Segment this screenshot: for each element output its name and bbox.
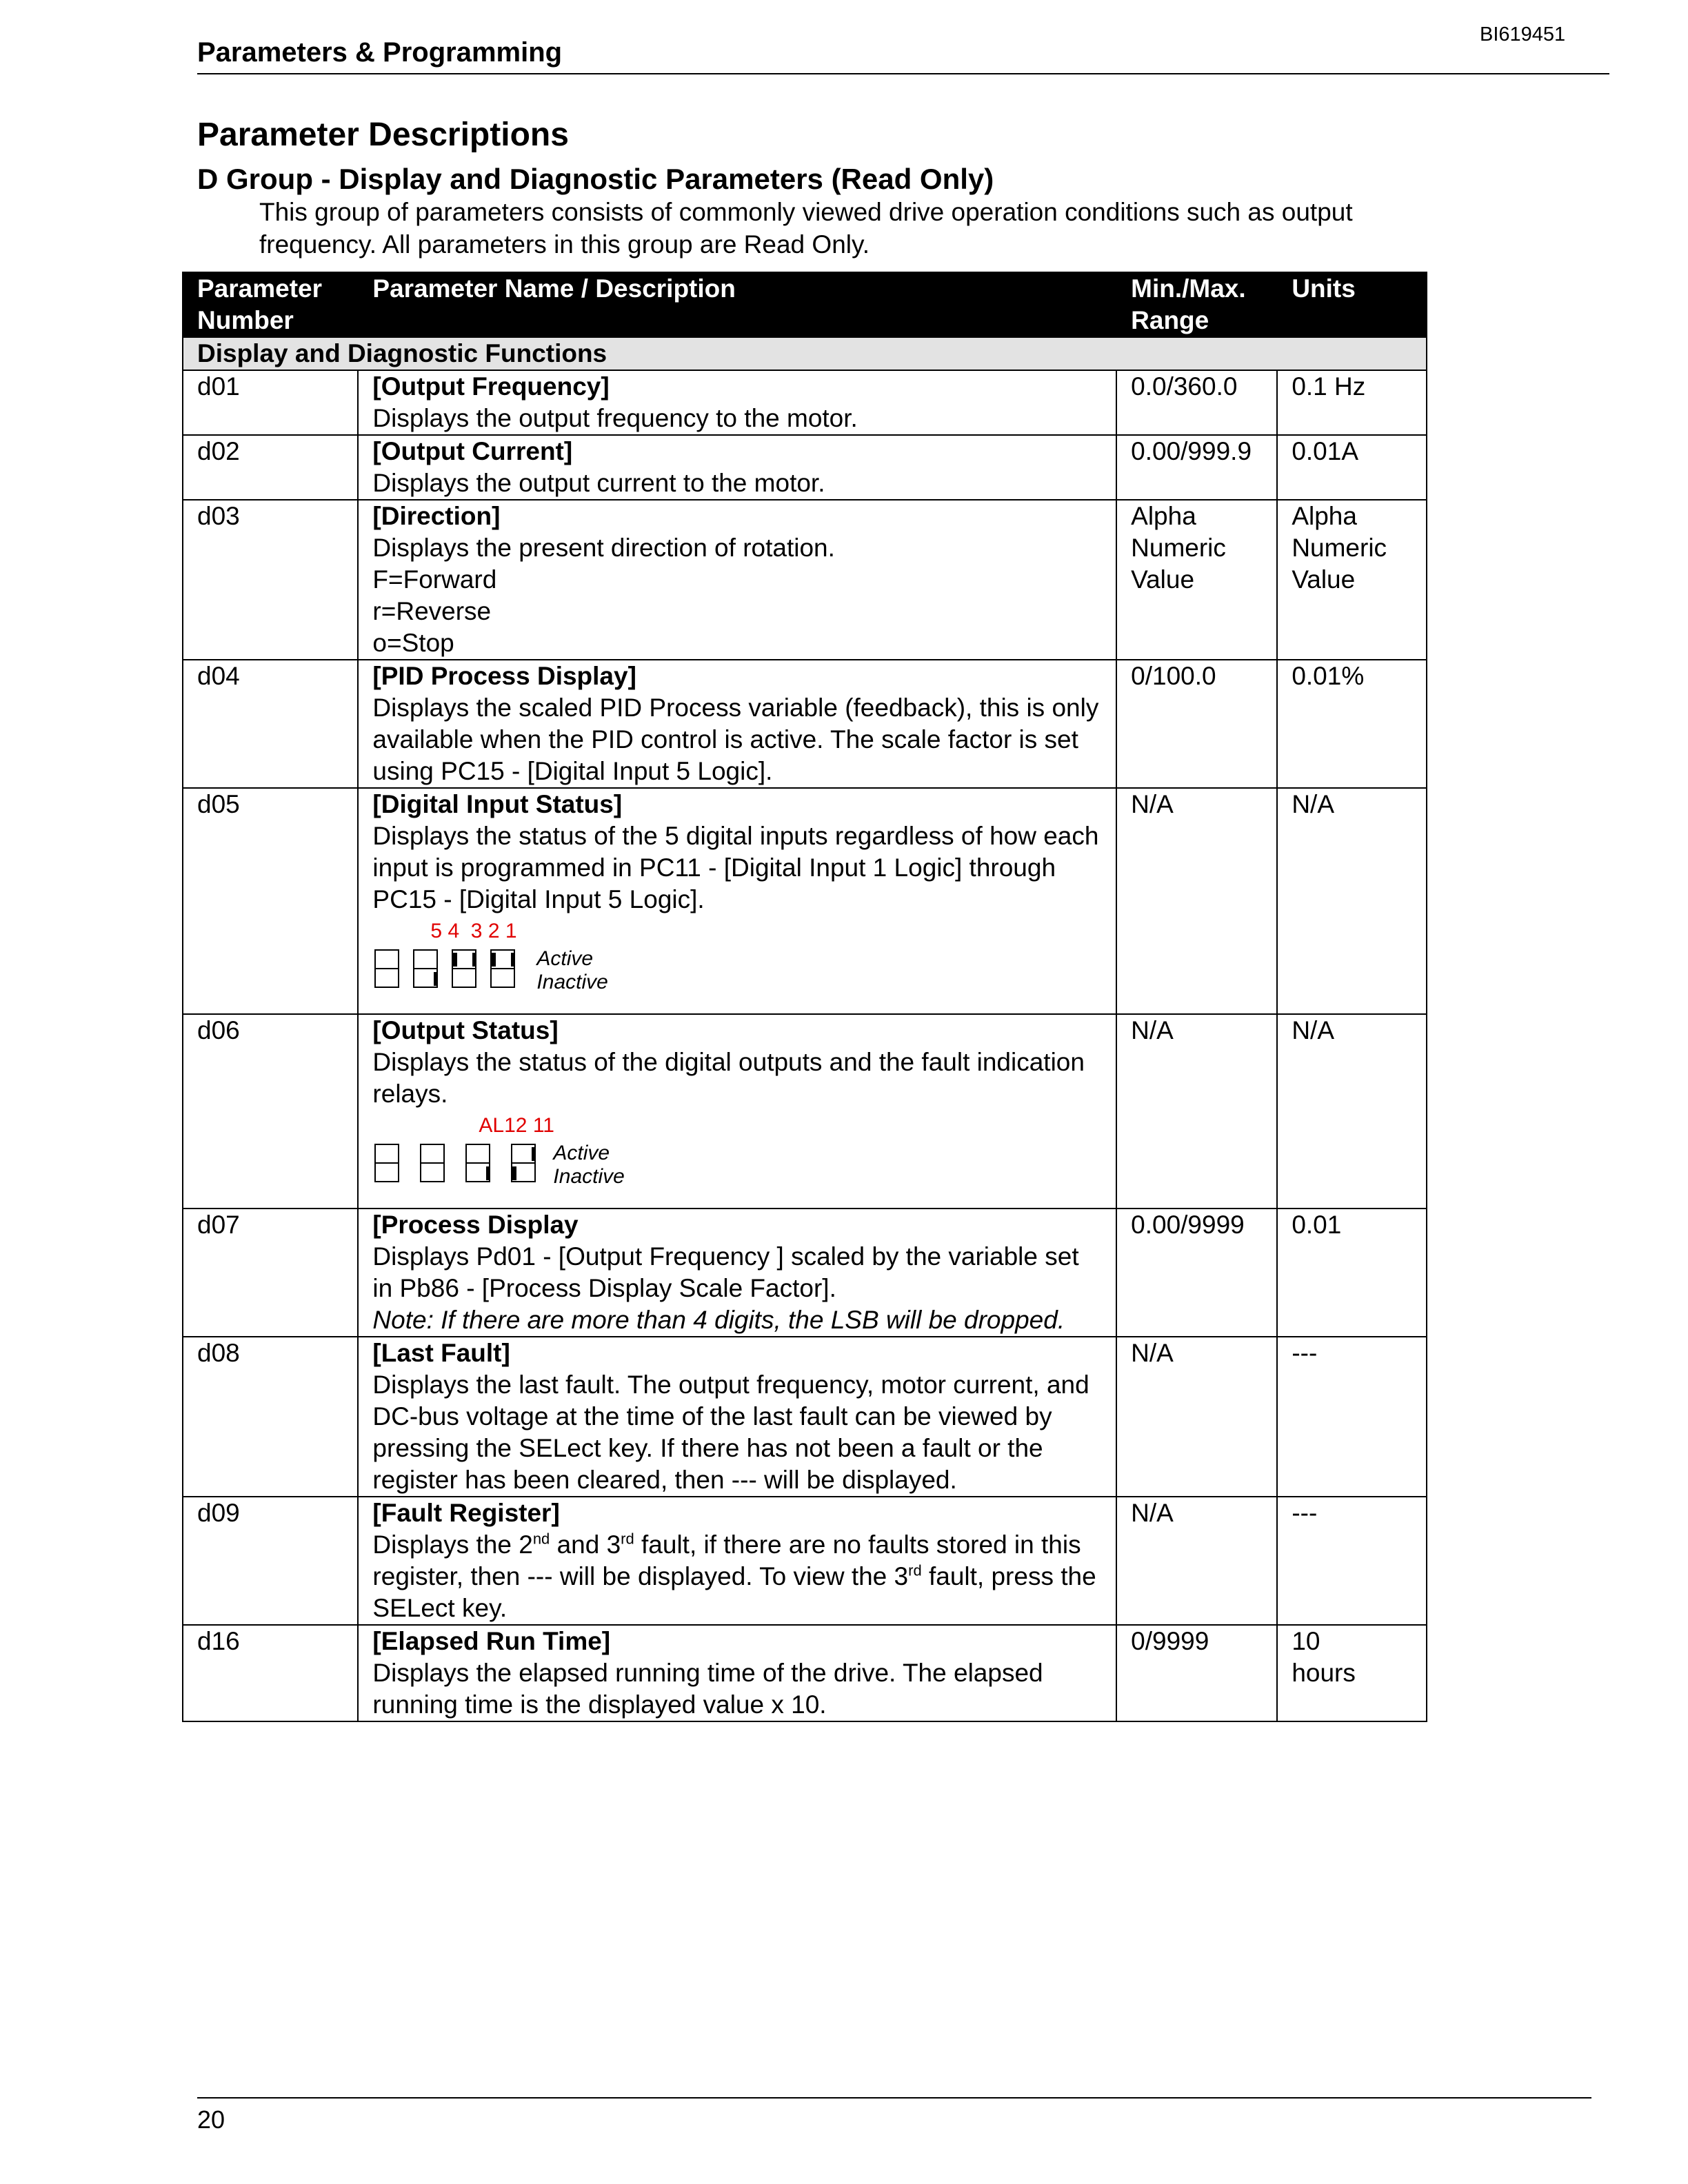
footer-rule xyxy=(197,2097,1591,2099)
status-legend xyxy=(553,1142,624,1189)
param-units: 0.01 xyxy=(1277,1209,1427,1337)
param-units: --- xyxy=(1277,1497,1427,1625)
table-header-row xyxy=(183,272,1427,337)
param-description xyxy=(358,1209,1116,1337)
param-description xyxy=(358,788,1116,1014)
param-units: N/A xyxy=(1277,788,1427,1014)
param-number: d07 xyxy=(183,1209,358,1337)
param-description xyxy=(358,500,1116,660)
input-status-display xyxy=(372,920,1102,1013)
param-description xyxy=(358,660,1116,788)
param-name: [Output Current] xyxy=(372,437,573,465)
table-row xyxy=(183,1209,1427,1337)
desc-part: Displays the 2 xyxy=(372,1530,533,1559)
header-rule xyxy=(197,73,1609,74)
param-range: 0/9999 xyxy=(1116,1625,1277,1721)
param-desc-stop: o=Stop xyxy=(372,629,454,657)
header-units: Units xyxy=(1277,272,1427,337)
param-range: 0.00/9999 xyxy=(1116,1209,1277,1337)
input-bit-labels: 5 4 3 2 1 xyxy=(430,920,517,942)
param-desc-text: Displays the status of the 5 digital inputs regardless of how each input is programmed in PC11 - [Digital Input 1 Logic] through PC15 - [Digital Input 5 Logic]. xyxy=(372,822,1099,913)
param-number: d02 xyxy=(183,435,358,500)
table-row xyxy=(183,1497,1427,1625)
param-description xyxy=(358,1337,1116,1497)
section-title: Parameter Descriptions xyxy=(197,117,569,153)
param-range: N/A xyxy=(1116,788,1277,1014)
param-range: 0/100.0 xyxy=(1116,660,1277,788)
header-name: Parameter Name / Description xyxy=(358,272,1116,337)
param-number: d16 xyxy=(183,1625,358,1721)
desc-superscript: rd xyxy=(621,1530,634,1548)
param-description xyxy=(358,1625,1116,1721)
param-units: 0.01% xyxy=(1277,660,1427,788)
output-bit-labels: AL12 11 xyxy=(479,1114,554,1137)
table-row xyxy=(183,1625,1427,1721)
param-desc-text: Displays the last fault. The output frequency, motor current, and DC-bus voltage at the time of the last fault can be viewed by pressing the SELect key. If there has not been a fault or the register has been cleared, then --- will be displayed. xyxy=(372,1371,1089,1494)
running-header: Parameters & Programming xyxy=(197,37,563,68)
param-name: [Fault Register] xyxy=(372,1499,560,1527)
param-range: N/A xyxy=(1116,1497,1277,1625)
status-legend xyxy=(536,947,607,994)
param-number: d09 xyxy=(183,1497,358,1625)
param-number: d05 xyxy=(183,788,358,1014)
param-number: d08 xyxy=(183,1337,358,1497)
param-range: 0.0/360.0 xyxy=(1116,370,1277,435)
param-desc-reverse: r=Reverse xyxy=(372,597,492,625)
param-units: 10 hours xyxy=(1277,1625,1427,1721)
desc-superscript: rd xyxy=(908,1561,922,1579)
param-desc-text: Displays the present direction of rotation. xyxy=(372,534,835,562)
parameter-table xyxy=(182,272,1427,1722)
output-status-display xyxy=(372,1114,1102,1208)
active-label: Active xyxy=(536,947,594,970)
param-desc-text: Displays the elapsed running time of the drive. The elapsed running time is the displayed value x 10. xyxy=(372,1659,1043,1719)
param-range: N/A xyxy=(1116,1337,1277,1497)
param-number: d06 xyxy=(183,1014,358,1209)
group-label: Display and Diagnostic Functions xyxy=(183,337,1427,370)
seven-segment-icon xyxy=(372,1142,545,1186)
header-range xyxy=(1116,272,1277,337)
param-number: d03 xyxy=(183,500,358,660)
seven-segment-icon xyxy=(372,947,524,991)
param-name: [Direction] xyxy=(372,502,501,530)
group-row xyxy=(183,337,1427,370)
inactive-label: Inactive xyxy=(553,1165,625,1188)
param-units: --- xyxy=(1277,1337,1427,1497)
table-row xyxy=(183,788,1427,1014)
param-name: [Process Display xyxy=(372,1211,579,1239)
param-name: [Digital Input Status] xyxy=(372,790,623,818)
header-range-line2: Range xyxy=(1131,306,1209,334)
table-row xyxy=(183,435,1427,500)
param-description xyxy=(358,370,1116,435)
desc-superscript: nd xyxy=(532,1530,550,1548)
param-desc-text: Displays the output frequency to the motor. xyxy=(372,404,858,432)
table-row xyxy=(183,1337,1427,1497)
header-number-line2: Number xyxy=(197,306,294,334)
table-row xyxy=(183,500,1427,660)
param-desc-text: Displays the scaled PID Process variable (feedback), this is only available when the PID control is active. The scale factor is set using PC15 - [Digital Input 5 Logic]. xyxy=(372,694,1099,785)
param-range: Alpha Numeric Value xyxy=(1116,500,1277,660)
header-number xyxy=(183,272,358,337)
param-name: [Output Status] xyxy=(372,1016,559,1044)
group-title: D Group - Display and Diagnostic Parameters (Read Only) xyxy=(197,163,994,195)
param-note: Note: If there are more than 4 digits, the LSB will be dropped. xyxy=(372,1306,1065,1334)
param-name: [PID Process Display] xyxy=(372,662,636,690)
table-row xyxy=(183,1014,1427,1209)
desc-part: and 3 xyxy=(550,1530,621,1559)
param-number: d01 xyxy=(183,370,358,435)
param-description xyxy=(358,1497,1116,1625)
param-units: 0.01A xyxy=(1277,435,1427,500)
document-id: BI619451 xyxy=(1480,23,1566,46)
param-desc-text: Displays Pd01 - [Output Frequency ] scaled by the variable set in Pb86 - [Process Display Scale Factor]. xyxy=(372,1242,1079,1302)
header-range-line1: Min./Max. xyxy=(1131,274,1246,303)
param-range: 0.00/999.9 xyxy=(1116,435,1277,500)
param-range: N/A xyxy=(1116,1014,1277,1209)
param-units: Alpha Numeric Value xyxy=(1277,500,1427,660)
param-description xyxy=(358,435,1116,500)
desc-part: fault, press the SELect key. xyxy=(372,1562,1096,1622)
param-desc-forward: F=Forward xyxy=(372,565,497,594)
param-desc-text: Displays the output current to the motor. xyxy=(372,469,825,497)
param-name: [Last Fault] xyxy=(372,1339,510,1367)
param-units: 0.1 Hz xyxy=(1277,370,1427,435)
param-name: [Output Frequency] xyxy=(372,372,610,401)
param-desc-text xyxy=(372,1529,1102,1624)
param-number: d04 xyxy=(183,660,358,788)
table-row xyxy=(183,660,1427,788)
param-units: N/A xyxy=(1277,1014,1427,1209)
param-description xyxy=(358,1014,1116,1209)
header-number-line1: Parameter xyxy=(197,274,323,303)
intro-paragraph: This group of parameters consists of commonly viewed drive operation conditions such as output frequency. All parameters in this group are Read Only. xyxy=(259,198,1353,259)
page-number: 20 xyxy=(197,2105,225,2134)
inactive-label: Inactive xyxy=(536,971,608,993)
desc-part: fault, if there are no faults stored in this register, then --- will be displayed. To view the 3 xyxy=(372,1530,1081,1590)
param-desc-text: Displays the status of the digital outputs and the fault indication relays. xyxy=(372,1048,1085,1108)
active-label: Active xyxy=(553,1142,610,1164)
table-row xyxy=(183,370,1427,435)
param-name: [Elapsed Run Time] xyxy=(372,1627,611,1655)
